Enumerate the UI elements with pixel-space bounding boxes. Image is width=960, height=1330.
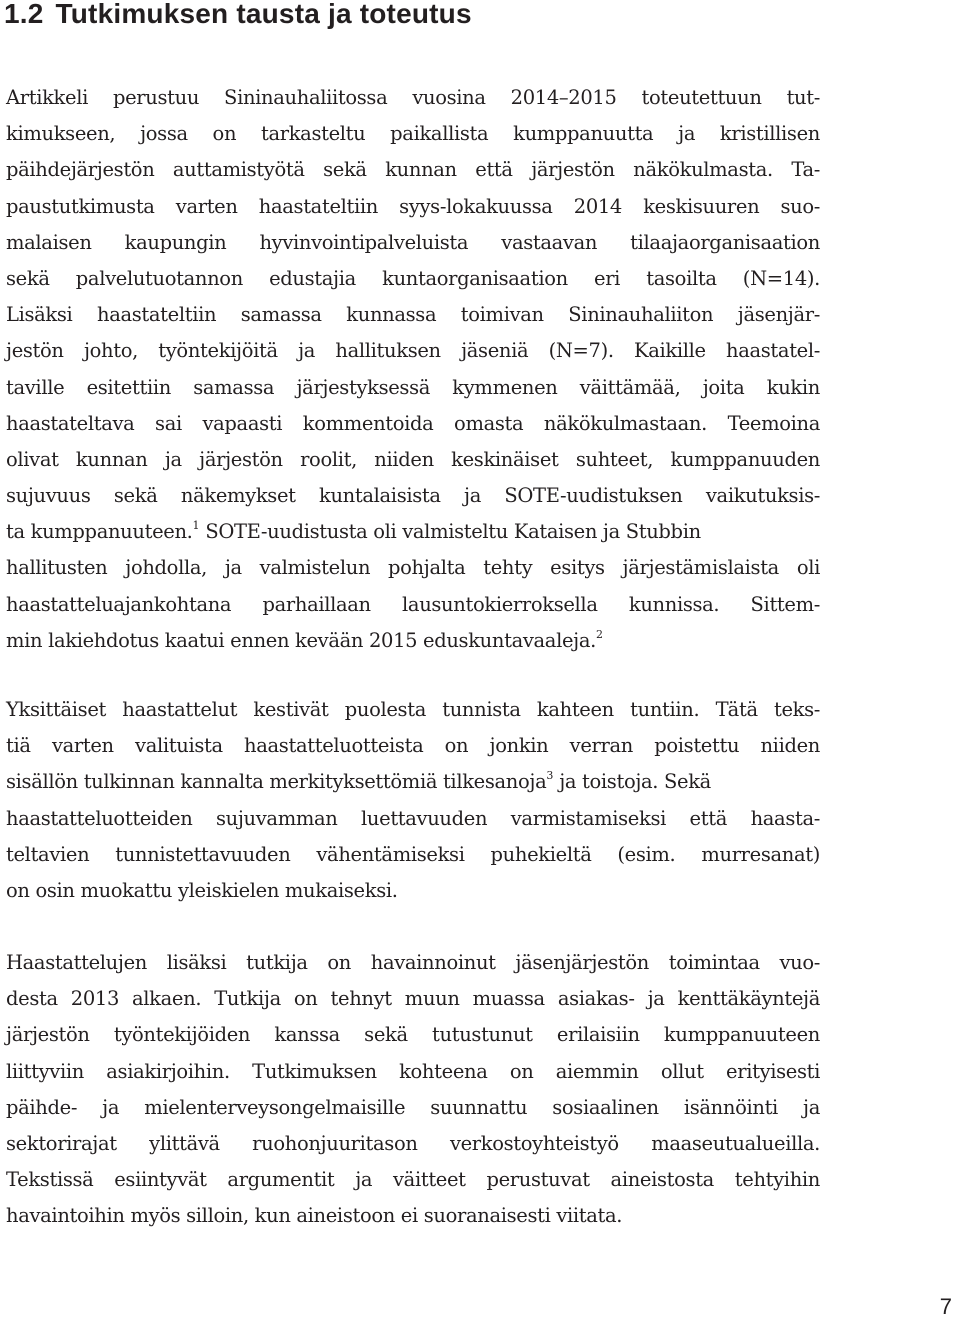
page-number: 7 xyxy=(939,1294,952,1319)
text-line: on osin muokattu yleiskielen mukaiseksi. xyxy=(6,878,398,902)
footnote-marker[interactable]: 1 xyxy=(192,519,200,533)
text-line: tiä varten valituista haastatteluotteista on jonkin verran poistettu niiden xyxy=(6,734,820,758)
text-segment: ja toistoja. Sekä xyxy=(553,770,711,794)
text-line: sekä palvelutuotannon edustajia kuntaorganisaation eri tasoilta (N=14). xyxy=(6,266,820,290)
text-line: sektorirajat ylittävä ruohonjuuritason verkostoyhteistyö maaseutualueilla. xyxy=(6,1131,820,1155)
text-line: Artikkeli perustuu Sininauhaliitossa vuosina 2014–2015 toteutettuun tut- xyxy=(6,86,820,109)
text-line: teltavien tunnistettavuuden vähentämiseksi puhekieltä (esim. murresanat) xyxy=(6,842,820,866)
text-line-with-footnote xyxy=(6,514,820,550)
text-line: haastatteluajankohtana parhaillaan lausuntokierroksella kunnissa. Sittem- xyxy=(6,592,820,616)
text-line: taville esitettiin samassa järjestyksessä kymmenen väittämää, joita kukin xyxy=(6,375,820,399)
text-line: olivat kunnan ja järjestön roolit, niiden keskinäiset suhteet, kumppanuuden xyxy=(6,447,820,471)
text-line: havaintoihin myös silloin, kun aineistoon ei suoranaisesti viitata. xyxy=(6,1204,623,1228)
text-line: kimukseen, jossa on tarkasteltu paikallista kumppanuutta ja kristillisen xyxy=(6,122,820,146)
footnote-marker[interactable]: 2 xyxy=(595,627,603,641)
text-line: liittyviin asiakirjoihin. Tutkimuksen kohteena on aiemmin ollut erityisesti xyxy=(6,1059,820,1083)
paragraph-interviews xyxy=(6,692,820,909)
text-line: järjestön työntekijöiden kanssa sekä tutustunut erilaisiin kumppanuuteen xyxy=(6,1023,820,1047)
text-segment: SOTE-uudistusta oli valmisteltu Kataisen ja Stubbin xyxy=(199,520,701,544)
text-line: päihde- ja mielenterveysongelmaisille suunnattu sosiaalinen isännöinti ja xyxy=(6,1095,820,1119)
text-line: paustutkimusta varten haastateltiin syys-lokakuussa 2014 keskisuuren suo- xyxy=(6,194,820,218)
text-line: päihdejärjestön auttamistyötä sekä kunnan että järjestön näkökulmasta. Ta- xyxy=(6,158,820,182)
text-segment: ta kumppanuuteen. xyxy=(6,520,193,544)
text-line: malaisen kaupungin hyvinvointipalveluista vastaavan tilaajaorganisaation xyxy=(6,230,820,254)
text-line: Yksittäiset haastattelut kestivät puolesta tunnista kahteen tuntiin. Tätä teks- xyxy=(6,698,820,721)
text-line: Lisäksi haastateltiin samassa kunnassa toimivan Sininauhaliiton jäsenjär- xyxy=(6,303,820,327)
text-line: hallitusten johdolla, ja valmistelun pohjalta tehty esitys järjestämislaista oli xyxy=(6,556,820,580)
text-line-with-footnote xyxy=(6,764,820,800)
paragraph-research-background xyxy=(6,80,820,659)
text-line-with-footnote xyxy=(6,623,820,659)
text-line: haastatteluotteiden sujuvamman luettavuuden varmistamiseksi että haasta- xyxy=(6,806,820,830)
text-line: jestön johto, työntekijöitä ja hallituksen jäseniä (N=7). Kaikille haastatel- xyxy=(6,339,820,363)
text-segment: min lakiehdotus kaatui ennen kevään 2015 eduskuntavaaleja. xyxy=(6,628,596,652)
text-line: desta 2013 alkaen. Tutkija on tehnyt muun muassa asiakas- ja kenttäkäyntejä xyxy=(6,987,820,1011)
text-line: Haastattelujen lisäksi tutkija on havainnoinut jäsenjärjestön toimintaa vuo- xyxy=(6,951,820,974)
footnote-marker[interactable]: 3 xyxy=(546,769,554,783)
section-title: Tutkimuksen tausta ja toteutus xyxy=(55,0,472,29)
paragraph-observation xyxy=(6,945,820,1235)
text-line: Tekstissä esiintyvät argumentit ja väitteet perustuvat aineistosta tehtyihin xyxy=(6,1168,820,1192)
text-segment: sisällön tulkinnan kannalta merkityksettömiä tilkesanoja xyxy=(6,770,547,794)
text-line: sujuvuus sekä näkemykset kuntalaisista ja SOTE-uudistuksen vaikutuksis- xyxy=(6,484,820,508)
section-heading xyxy=(4,0,472,32)
section-number: 1.2 xyxy=(4,0,44,29)
text-line: haastateltava sai vapaasti kommentoida omasta näkökulmastaan. Teemoina xyxy=(6,411,820,435)
